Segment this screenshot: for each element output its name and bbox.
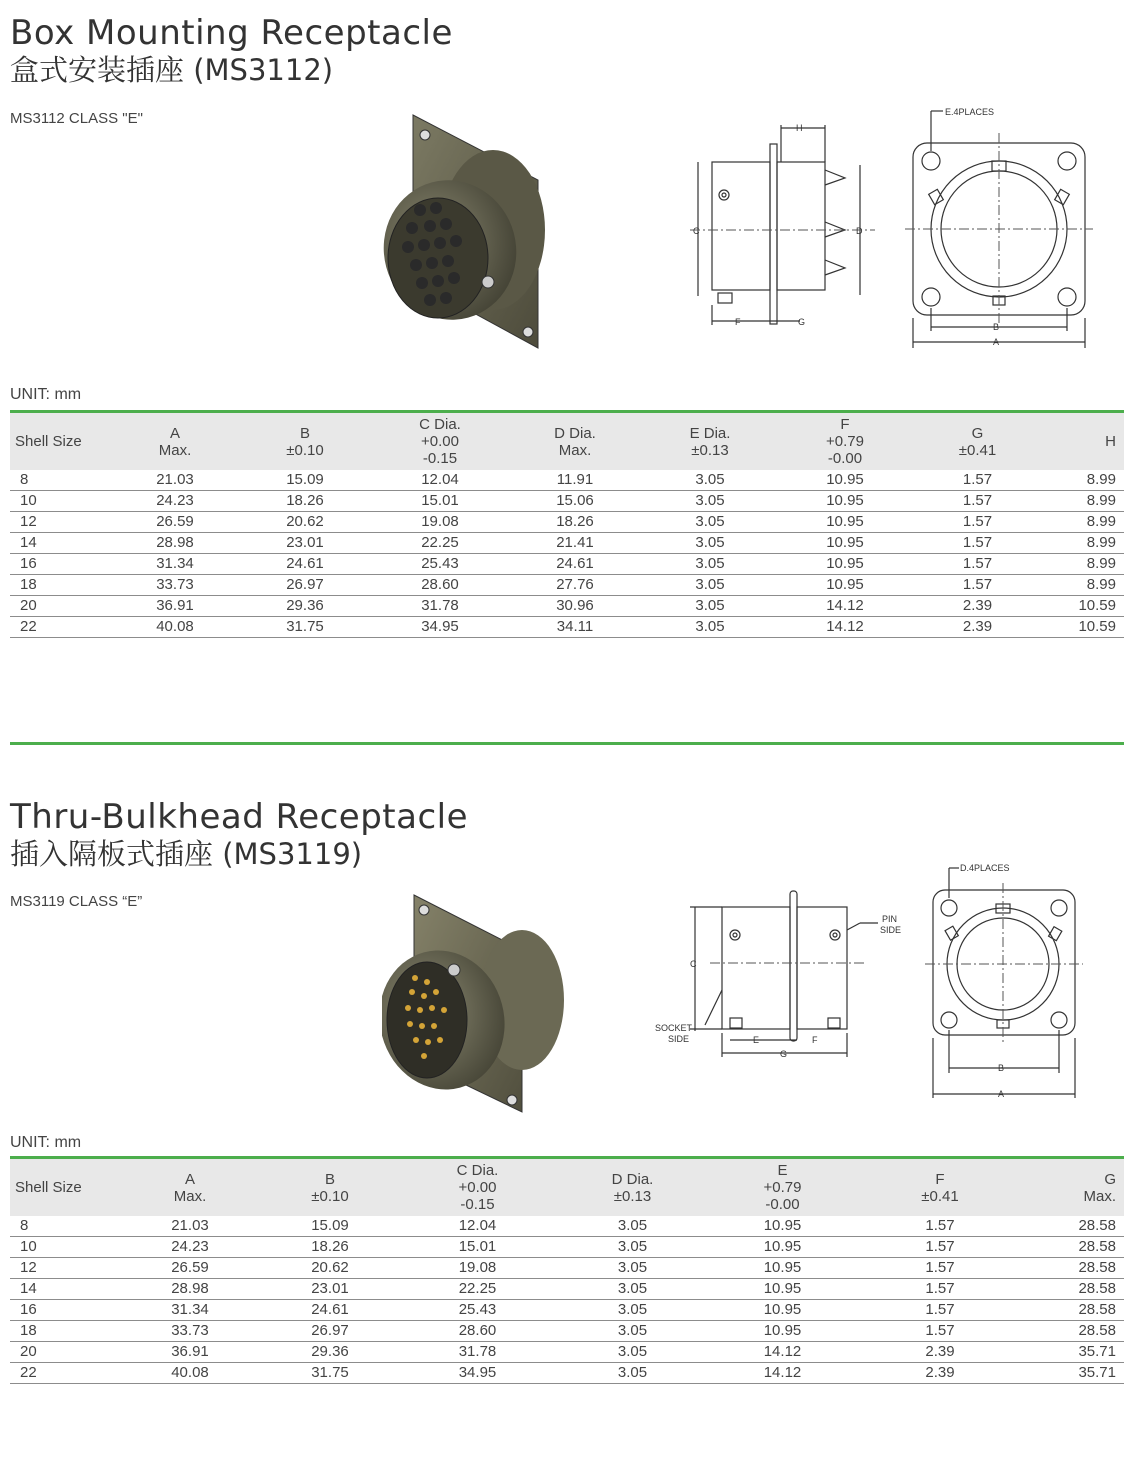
column-header xyxy=(1015,1159,1124,1216)
column-header xyxy=(780,413,910,470)
table-cell: 3.05 xyxy=(565,1321,700,1342)
table-cell: 15.01 xyxy=(390,1237,565,1258)
section-title-cn: 盒式安装插座 (MS3112) xyxy=(10,53,334,87)
column-header xyxy=(565,1159,700,1216)
table-cell: 16 xyxy=(10,554,110,575)
table-cell: 1.57 xyxy=(865,1216,1015,1237)
side-view-drawing-ms3112 xyxy=(680,110,880,335)
table-cell: 3.05 xyxy=(640,491,780,512)
table-cell: 3.05 xyxy=(640,617,780,638)
column-header-line: Shell Size xyxy=(15,1179,82,1196)
table-cell: 10.59 xyxy=(1045,617,1124,638)
dim-label-f: F xyxy=(735,317,741,327)
table-header-row xyxy=(10,1159,1124,1216)
table-cell: 2.39 xyxy=(865,1342,1015,1363)
table-row xyxy=(10,1321,1124,1342)
table-cell: 10.95 xyxy=(780,554,910,575)
table-cell: 10.95 xyxy=(780,533,910,554)
section-title-cn: 插入隔板式插座 (MS3119) xyxy=(10,837,363,871)
column-header xyxy=(700,1159,865,1216)
table-cell: 10.95 xyxy=(780,491,910,512)
section-title-en: Thru-Bulkhead Receptacle xyxy=(10,797,469,837)
column-header xyxy=(370,413,510,470)
table-cell: 10.95 xyxy=(780,470,910,491)
table-row xyxy=(10,1342,1124,1363)
table-cell: 8 xyxy=(10,470,110,491)
dim-label-d-places: D.4PLACES xyxy=(960,863,1010,873)
table-cell: 23.01 xyxy=(270,1279,390,1300)
column-header-line: F xyxy=(935,1170,945,1188)
table-cell: 1.57 xyxy=(865,1237,1015,1258)
table-cell: 23.01 xyxy=(240,533,370,554)
table-cell: 10 xyxy=(10,491,110,512)
table-cell: 10.95 xyxy=(700,1321,865,1342)
table-row xyxy=(10,596,1124,617)
table-row xyxy=(10,491,1124,512)
table-cell: 36.91 xyxy=(110,1342,270,1363)
table-cell: 10.59 xyxy=(1045,596,1124,617)
table-row xyxy=(10,1279,1124,1300)
table-cell: 28.58 xyxy=(1015,1237,1124,1258)
product-photo-ms3112 xyxy=(378,110,553,350)
dim-label-c: C xyxy=(693,226,700,236)
dim-label-a: A xyxy=(998,1089,1005,1099)
table-cell: 1.57 xyxy=(910,554,1045,575)
table-cell: 26.59 xyxy=(110,512,240,533)
table-cell: 27.76 xyxy=(510,575,640,596)
column-header-line: D Dia. xyxy=(554,424,596,442)
column-header xyxy=(1045,413,1124,470)
column-header-line: A xyxy=(169,424,180,442)
class-label: MS3119 CLASS “E” xyxy=(10,893,143,910)
pin-side-label: PIN xyxy=(882,914,898,924)
table-cell: 1.57 xyxy=(865,1321,1015,1342)
table-cell: 3.05 xyxy=(640,533,780,554)
column-header-line: A xyxy=(184,1170,195,1188)
column-header xyxy=(270,1159,390,1216)
table-cell: 14.12 xyxy=(780,617,910,638)
table-cell: 18.26 xyxy=(240,491,370,512)
table-header-row xyxy=(10,413,1124,470)
socket-side-label: SOCKET xyxy=(655,1023,693,1033)
table-cell: 1.57 xyxy=(910,470,1045,491)
spec-table-ms3119 xyxy=(10,1159,1124,1384)
table-cell: 10.95 xyxy=(700,1279,865,1300)
table-cell: 26.97 xyxy=(240,575,370,596)
table-cell: 2.39 xyxy=(910,596,1045,617)
column-header-line: Max. xyxy=(1083,1187,1116,1205)
table-cell: 28.98 xyxy=(110,1279,270,1300)
column-header-line: -0.00 xyxy=(765,1196,800,1213)
table-cell: 34.95 xyxy=(390,1363,565,1384)
table-cell: 28.58 xyxy=(1015,1300,1124,1321)
table-row xyxy=(10,575,1124,596)
table-cell: 31.34 xyxy=(110,1300,270,1321)
table-cell: 20.62 xyxy=(240,512,370,533)
table-cell: 10.95 xyxy=(700,1300,865,1321)
dim-label-f: F xyxy=(812,1035,818,1045)
column-header-line: E Dia. xyxy=(689,424,731,442)
dim-label-a: A xyxy=(993,337,1000,347)
table-cell: 1.57 xyxy=(910,575,1045,596)
column-header-line: C Dia. xyxy=(419,416,461,433)
column-header xyxy=(110,1159,270,1216)
table-cell: 24.61 xyxy=(270,1300,390,1321)
table-cell: 35.71 xyxy=(1015,1342,1124,1363)
table-cell: 21.03 xyxy=(110,1216,270,1237)
dim-label-b: B xyxy=(998,1063,1005,1073)
table-cell: 26.59 xyxy=(110,1258,270,1279)
table-cell: 3.05 xyxy=(565,1363,700,1384)
table-row xyxy=(10,1258,1124,1279)
table-cell: 28.60 xyxy=(370,575,510,596)
table-cell: 1.57 xyxy=(910,512,1045,533)
table-cell: 29.36 xyxy=(270,1342,390,1363)
column-header xyxy=(390,1159,565,1216)
table-row xyxy=(10,617,1124,638)
table-cell: 12 xyxy=(10,512,110,533)
table-cell: 35.71 xyxy=(1015,1363,1124,1384)
table-row xyxy=(10,470,1124,491)
unit-label: UNIT: mm xyxy=(10,386,82,403)
column-header-line: B xyxy=(324,1170,335,1188)
product-photo-ms3119 xyxy=(382,890,567,1115)
table-cell: 3.05 xyxy=(640,554,780,575)
spec-table-ms3112 xyxy=(10,413,1124,638)
column-header xyxy=(240,413,370,470)
table-cell: 1.57 xyxy=(865,1300,1015,1321)
section-divider xyxy=(10,742,1124,745)
column-header-line: B xyxy=(299,424,310,442)
table-row xyxy=(10,1216,1124,1237)
column-header xyxy=(10,1159,110,1216)
table-cell: 8.99 xyxy=(1045,470,1124,491)
table-cell: 3.05 xyxy=(640,470,780,491)
table-row xyxy=(10,1363,1124,1384)
table-cell: 3.05 xyxy=(640,596,780,617)
column-header xyxy=(640,413,780,470)
table-cell: 10.95 xyxy=(700,1237,865,1258)
class-label: MS3112 CLASS "E" xyxy=(10,110,143,127)
table-cell: 31.34 xyxy=(110,554,240,575)
table-cell: 15.09 xyxy=(270,1216,390,1237)
column-header-line: H xyxy=(1105,433,1116,450)
column-header xyxy=(910,413,1045,470)
table-cell: 8.99 xyxy=(1045,554,1124,575)
column-header-line: +0.00 xyxy=(421,433,459,450)
table-cell: 21.03 xyxy=(110,470,240,491)
column-header-line: D Dia. xyxy=(611,1170,654,1188)
table-cell: 14 xyxy=(10,1279,110,1300)
table-cell: 28.60 xyxy=(390,1321,565,1342)
table-cell: 20.62 xyxy=(270,1258,390,1279)
table-cell: 31.78 xyxy=(390,1342,565,1363)
table-cell: 14 xyxy=(10,533,110,554)
table-cell: 2.39 xyxy=(910,617,1045,638)
table-cell: 40.08 xyxy=(110,1363,270,1384)
table-cell: 3.05 xyxy=(565,1300,700,1321)
table-cell: 8.99 xyxy=(1045,491,1124,512)
table-cell: 11.91 xyxy=(510,470,640,491)
column-header-line: ±0.13 xyxy=(613,1187,652,1205)
table-cell: 3.05 xyxy=(565,1342,700,1363)
table-cell: 28.58 xyxy=(1015,1321,1124,1342)
table-cell: 8.99 xyxy=(1045,575,1124,596)
table-cell: 19.08 xyxy=(390,1258,565,1279)
column-header-line: ±0.41 xyxy=(958,441,997,459)
column-header xyxy=(10,413,110,470)
dim-label-g: G xyxy=(798,317,806,327)
column-header-line: +0.79 xyxy=(826,433,864,450)
table-cell: 34.11 xyxy=(510,617,640,638)
column-header-line: -0.15 xyxy=(460,1196,495,1213)
table-cell: 1.57 xyxy=(910,533,1045,554)
column-header-line: ±0.10 xyxy=(286,441,324,459)
table-cell: 24.23 xyxy=(110,491,240,512)
column-header xyxy=(510,413,640,470)
table-cell: 3.05 xyxy=(565,1258,700,1279)
table-cell: 10.95 xyxy=(700,1258,865,1279)
table-cell: 20 xyxy=(10,1342,110,1363)
table-cell: 28.98 xyxy=(110,533,240,554)
table-cell: 10.95 xyxy=(700,1216,865,1237)
column-header-line: E xyxy=(777,1162,788,1179)
table-cell: 15.01 xyxy=(370,491,510,512)
column-header-line: Max. xyxy=(558,441,592,459)
table-cell: 36.91 xyxy=(110,596,240,617)
table-cell: 16 xyxy=(10,1300,110,1321)
table-cell: 3.05 xyxy=(640,512,780,533)
table-cell: 8.99 xyxy=(1045,533,1124,554)
table-cell: 21.41 xyxy=(510,533,640,554)
table-cell: 28.58 xyxy=(1015,1216,1124,1237)
column-header-line: +0.00 xyxy=(458,1179,497,1196)
column-header-line: ±0.13 xyxy=(691,441,729,459)
column-header-line: C Dia. xyxy=(456,1162,499,1179)
table-cell: 15.06 xyxy=(510,491,640,512)
pin-side-label-2: SIDE xyxy=(880,925,902,935)
table-cell: 1.57 xyxy=(865,1258,1015,1279)
table-cell: 22.25 xyxy=(370,533,510,554)
table-cell: 26.97 xyxy=(270,1321,390,1342)
table-row xyxy=(10,1237,1124,1258)
table-cell: 24.23 xyxy=(110,1237,270,1258)
unit-label: UNIT: mm xyxy=(10,1134,82,1151)
table-cell: 1.57 xyxy=(865,1279,1015,1300)
dim-label-e: E xyxy=(753,1035,760,1045)
table-cell: 31.75 xyxy=(270,1363,390,1384)
table-cell: 25.43 xyxy=(370,554,510,575)
column-header-line: -0.15 xyxy=(422,450,458,467)
table-cell: 19.08 xyxy=(370,512,510,533)
table-cell: 2.39 xyxy=(865,1363,1015,1384)
section-box-mounting xyxy=(10,14,1124,88)
table-cell: 33.73 xyxy=(110,575,240,596)
front-view-drawing-ms3112 xyxy=(905,103,1095,353)
table-cell: 18 xyxy=(10,1321,110,1342)
table-cell: 22 xyxy=(10,1363,110,1384)
column-header-line: Max. xyxy=(158,441,192,459)
table-cell: 3.05 xyxy=(565,1237,700,1258)
column-header-line: +0.79 xyxy=(763,1179,802,1196)
table-cell: 14.12 xyxy=(700,1363,865,1384)
dim-label-g: G xyxy=(780,1049,788,1059)
table-cell: 10.95 xyxy=(780,512,910,533)
table-row xyxy=(10,554,1124,575)
table-cell: 24.61 xyxy=(510,554,640,575)
dim-label-e-places: E.4PLACES xyxy=(945,107,995,117)
table-cell: 31.78 xyxy=(370,596,510,617)
table-cell: 29.36 xyxy=(240,596,370,617)
dim-label-c: C xyxy=(690,959,697,969)
table-row xyxy=(10,1300,1124,1321)
table-cell: 12.04 xyxy=(390,1216,565,1237)
section-title-en: Box Mounting Receptacle xyxy=(10,13,453,53)
table-cell: 8.99 xyxy=(1045,512,1124,533)
side-view-drawing-ms3119 xyxy=(650,885,910,1060)
table-row xyxy=(10,533,1124,554)
table-cell: 12 xyxy=(10,1258,110,1279)
table-cell: 18.26 xyxy=(270,1237,390,1258)
table-cell: 28.58 xyxy=(1015,1258,1124,1279)
table-cell: 14.12 xyxy=(780,596,910,617)
column-header-line: Max. xyxy=(173,1187,207,1205)
table-cell: 24.61 xyxy=(240,554,370,575)
column-header-line: G xyxy=(1104,1170,1116,1188)
column-header-line: ±0.41 xyxy=(921,1187,959,1205)
dim-label-b: B xyxy=(993,322,1000,332)
table-cell: 28.58 xyxy=(1015,1279,1124,1300)
column-header xyxy=(865,1159,1015,1216)
table-cell: 10 xyxy=(10,1237,110,1258)
dim-label-h: H xyxy=(796,123,803,133)
table-cell: 40.08 xyxy=(110,617,240,638)
table-cell: 3.05 xyxy=(565,1216,700,1237)
table-cell: 30.96 xyxy=(510,596,640,617)
table-cell: 18 xyxy=(10,575,110,596)
table-cell: 15.09 xyxy=(240,470,370,491)
table-cell: 1.57 xyxy=(910,491,1045,512)
front-view-drawing-ms3119 xyxy=(925,858,1085,1103)
table-cell: 3.05 xyxy=(565,1279,700,1300)
table-cell: 12.04 xyxy=(370,470,510,491)
table-cell: 20 xyxy=(10,596,110,617)
column-header-line: F xyxy=(840,416,850,433)
table-cell: 22.25 xyxy=(390,1279,565,1300)
column-header xyxy=(110,413,240,470)
dim-label-d: D xyxy=(856,226,863,236)
table-cell: 34.95 xyxy=(370,617,510,638)
table-cell: 25.43 xyxy=(390,1300,565,1321)
table-row xyxy=(10,512,1124,533)
table-cell: 22 xyxy=(10,617,110,638)
table-cell: 33.73 xyxy=(110,1321,270,1342)
table-cell: 8 xyxy=(10,1216,110,1237)
column-header-line: -0.00 xyxy=(827,450,863,467)
table-cell: 18.26 xyxy=(510,512,640,533)
column-header-line: Shell Size xyxy=(15,433,82,450)
table-cell: 14.12 xyxy=(700,1342,865,1363)
table-cell: 10.95 xyxy=(780,575,910,596)
table-cell: 31.75 xyxy=(240,617,370,638)
table-cell: 3.05 xyxy=(640,575,780,596)
socket-side-label-2: SIDE xyxy=(668,1034,690,1044)
column-header-line: ±0.10 xyxy=(311,1187,349,1205)
column-header-line: G xyxy=(971,424,984,442)
